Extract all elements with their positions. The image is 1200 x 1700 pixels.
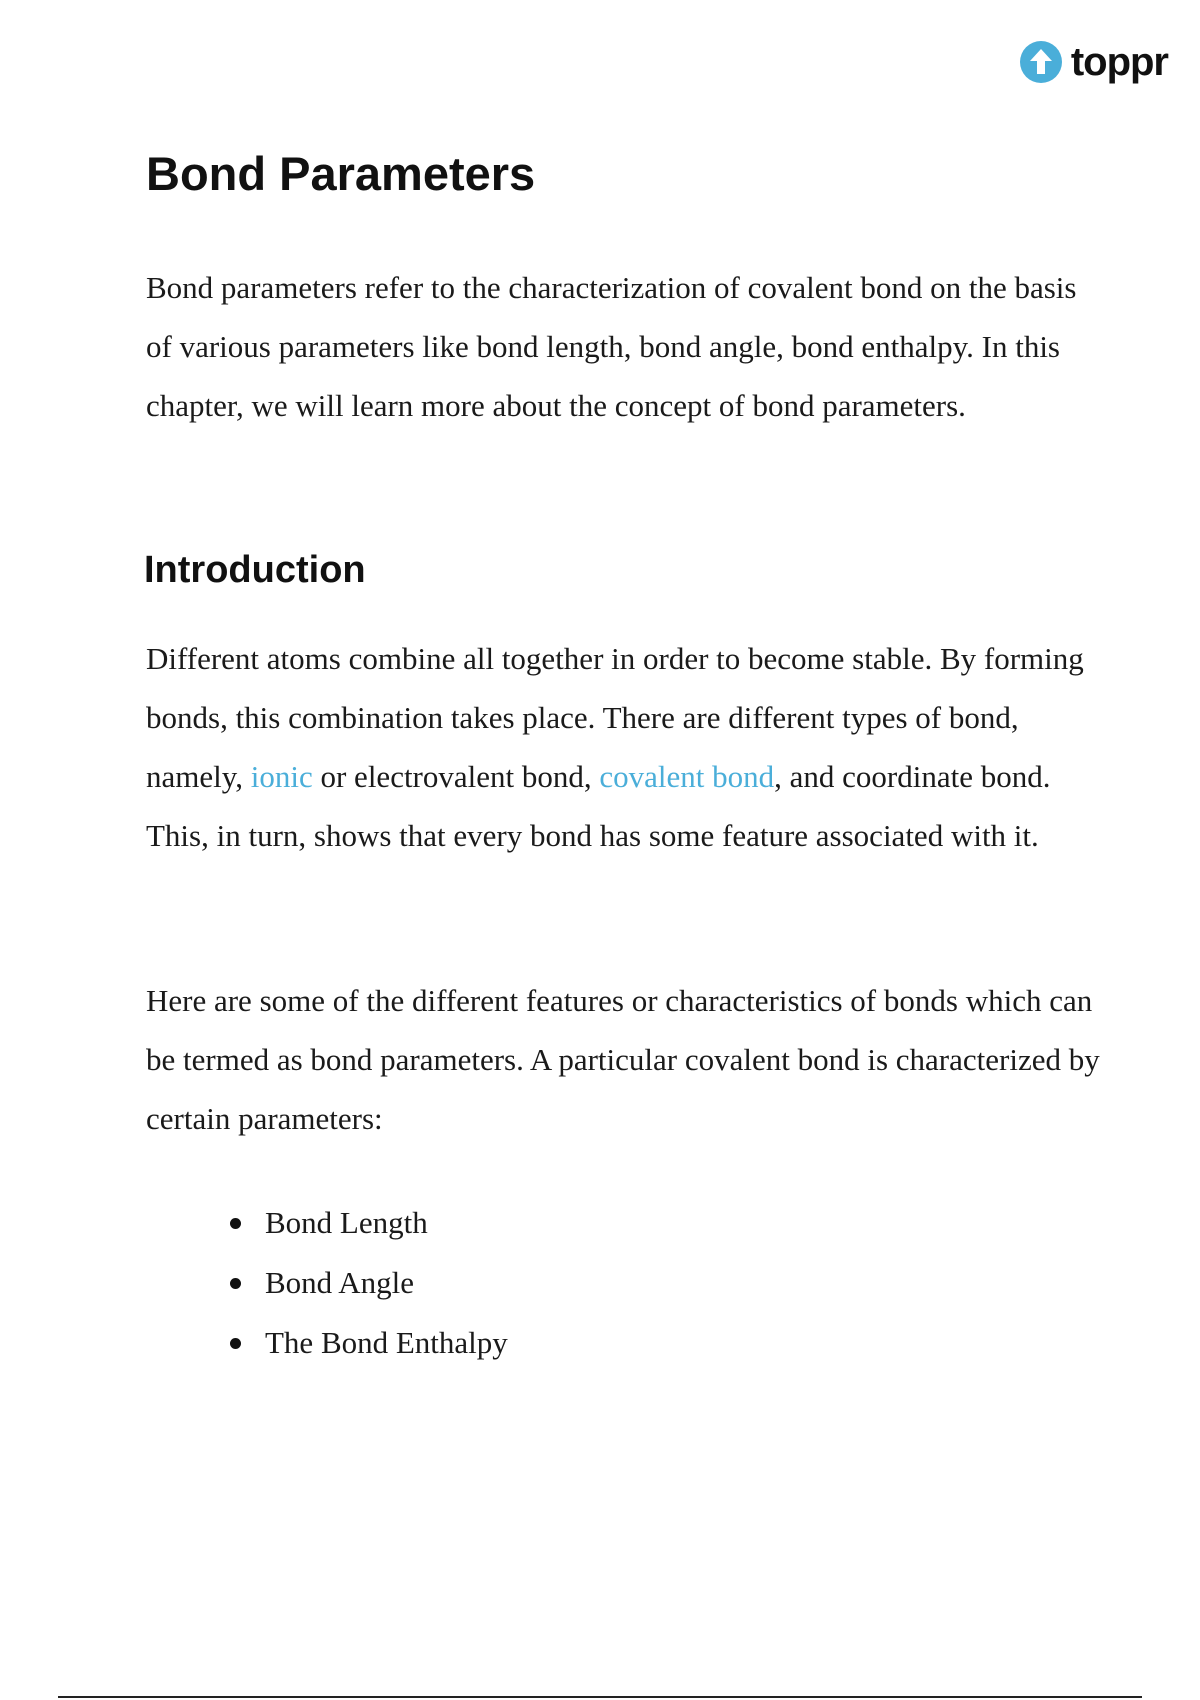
bullet-icon [230,1278,241,1289]
bullet-icon [230,1338,241,1349]
covalent-bond-link[interactable]: covalent bond [599,759,775,794]
introduction-paragraph [146,629,1106,865]
bullet-icon [230,1218,241,1229]
list-item-label: Bond Angle [265,1265,414,1300]
ionic-link[interactable]: ionic [250,759,313,794]
list-item-label: Bond Length [265,1205,428,1240]
section-heading-introduction: Introduction [144,549,366,591]
intro-paragraph: Bond parameters refer to the characterization of covalent bond on the basis of various parameters like bond length, bond angle, bond enthalpy. In this chapter, we will learn more about the concept of bond parameters. [146,270,1077,423]
toppr-logo[interactable] [1019,40,1168,84]
brand-name: toppr [1070,40,1168,84]
list-item [230,1313,508,1373]
list-item [230,1193,508,1253]
up-arrow-circle-icon [1019,40,1063,84]
list-item [230,1253,508,1313]
paragraph-text: , and coordinate bond. This, in turn, shows that every bond has some feature associated with it. [146,759,1051,853]
list-item-label: The Bond Enthalpy [265,1325,508,1360]
footer-divider [58,1696,1142,1698]
page-title: Bond Parameters [146,147,536,200]
paragraph-text: Different atoms combine all together in order to become stable. By forming bonds, this combination takes place. There are different types of bond, namely, [146,641,1084,794]
parameters-intro-paragraph: Here are some of the different features or characteristics of bonds which can be termed as bond parameters. A particular covalent bond is characterized by certain parameters: [146,983,1100,1136]
paragraph-text: or electrovalent bond, [312,759,600,794]
bond-parameters-list [230,1193,508,1373]
